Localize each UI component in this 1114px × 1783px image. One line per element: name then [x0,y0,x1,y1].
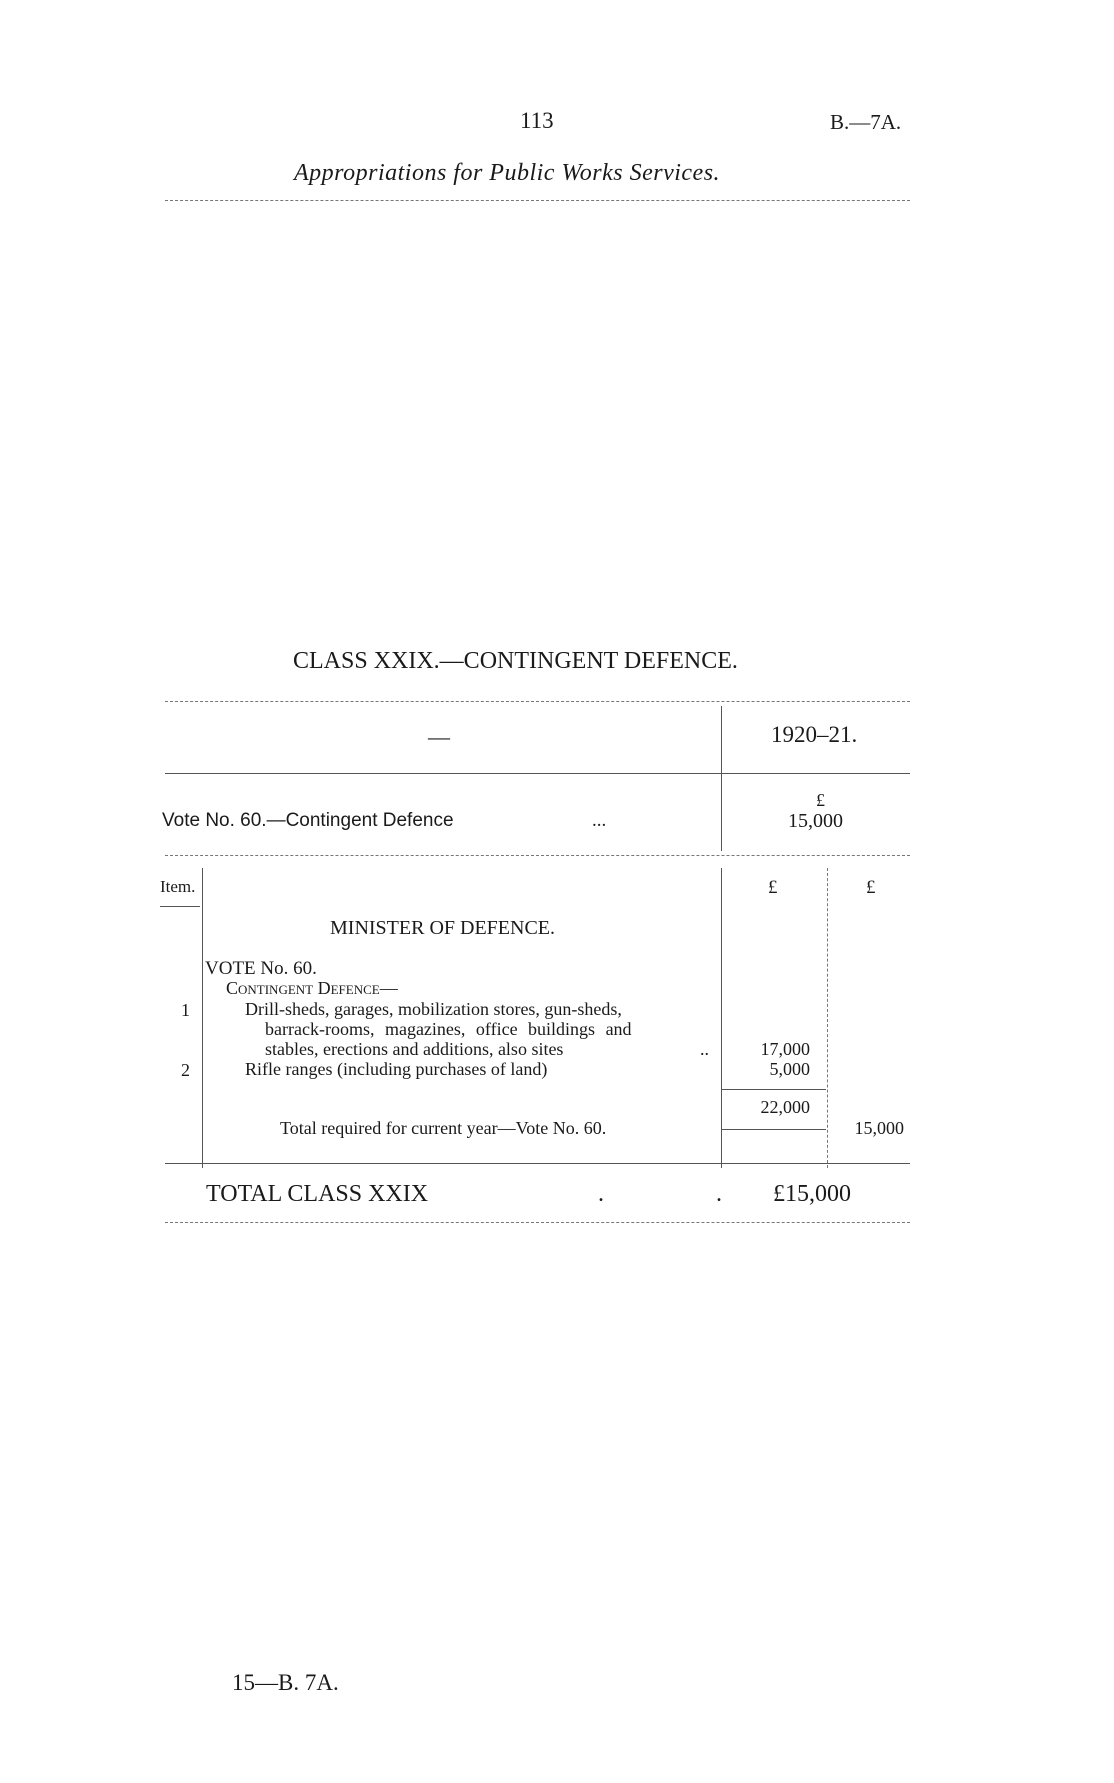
subtotal-amount: 22,000 [760,1097,810,1117]
summary-divider [721,706,722,851]
vote-label: Vote No. 60.—Contingent Defence [162,810,454,831]
summary-top-rule [165,701,910,702]
detail-currency-2: £ [866,877,876,898]
header-rule [165,200,910,201]
total-label: Total required for current year—Vote No. 60. [280,1118,607,1138]
vote-title: VOTE No. 60. [205,958,317,979]
class-heading: CLASS XXIX.—CONTINGENT DEFENCE. [293,648,738,674]
grand-total-top-rule [165,1163,910,1164]
grand-total-amount: £15,000 [773,1181,851,1207]
department-heading: MINISTER OF DEFENCE. [330,917,556,939]
grand-total-bottom-rule [165,1222,910,1223]
page-number: 113 [520,108,554,133]
page-title: Appropriations for Public Works Services. [294,160,721,186]
item-1-line-3: stables, erections and additions, also sites [265,1039,564,1059]
vote-dots: ... [592,810,607,831]
item-2-amount: 5,000 [769,1059,810,1079]
item-1-line-2: barrack-rooms, magazines, office buildings and [265,1019,632,1039]
subhead: Contingent Defence— [226,978,398,998]
item-number-1: 1 [181,1000,190,1020]
item-1-dots: .. [700,1039,709,1059]
footer-signature: 15—B. 7A. [232,1670,339,1695]
item-1-amount: 17,000 [760,1039,810,1059]
item-1-line-1: Drill-sheds, garages, mobilization stores, gun-sheds, [245,999,622,1019]
item-column-divider [202,868,203,1168]
item-2-line-1: Rifle ranges (including purchases of land) [245,1059,548,1079]
grand-total-label: TOTAL CLASS XXIX [206,1181,429,1207]
year-heading: 1920–21. [771,722,858,747]
subtotal-underline [722,1129,826,1130]
summary-bottom-rule [165,855,910,856]
item-header: Item. [160,877,196,896]
summary-dash: — [428,724,450,749]
document-reference: B.—7A. [830,110,902,134]
detail-currency-1: £ [768,877,778,898]
vote-amount: 15,000 [788,810,843,832]
grand-total-dot-2: . [716,1181,722,1207]
subtotal-rule [722,1089,826,1090]
grand-total-dot-1: . [598,1181,604,1207]
summary-currency: £ [816,790,825,810]
summary-header-rule [165,773,910,774]
total-amount: 15,000 [854,1118,904,1138]
amount-column-divider-1 [721,868,722,1168]
item-header-underline [160,906,200,907]
item-number-2: 2 [181,1060,190,1080]
